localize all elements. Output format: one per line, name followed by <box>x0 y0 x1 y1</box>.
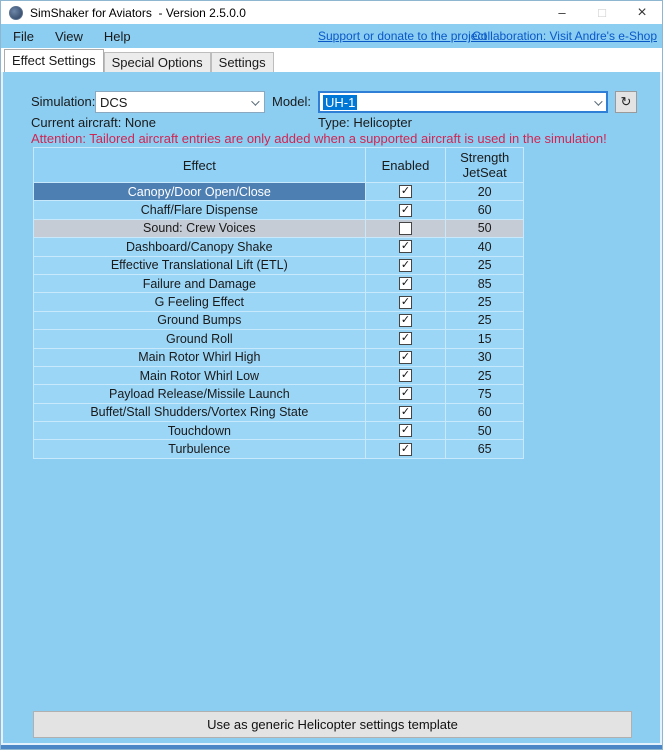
enabled-checkbox[interactable]: ✓ <box>400 295 411 308</box>
table-row[interactable] <box>34 440 523 458</box>
enabled-cell <box>366 312 447 330</box>
strength-value-cell[interactable]: 50 <box>446 220 523 238</box>
table-row[interactable] <box>34 183 523 201</box>
enabled-checkbox[interactable]: ✓ <box>400 332 411 345</box>
enabled-checkbox[interactable]: ✓ <box>400 405 411 418</box>
tab-effect-settings[interactable]: Effect Settings <box>4 49 104 72</box>
strength-value-cell[interactable]: 60 <box>446 404 523 422</box>
enabled-cell <box>366 257 447 275</box>
menu-bar <box>1 24 662 48</box>
enabled-checkbox[interactable]: ✓ <box>400 185 411 198</box>
effect-name-cell[interactable]: Chaff/Flare Dispense <box>34 201 366 219</box>
enabled-cell <box>366 293 447 311</box>
table-row[interactable] <box>34 385 523 403</box>
model-value: UH-1 <box>325 94 356 110</box>
effect-name-cell[interactable]: Effective Translational Lift (ETL) <box>34 257 366 275</box>
effect-name-cell[interactable]: Ground Roll <box>34 330 366 348</box>
strength-value-cell[interactable]: 75 <box>446 385 523 403</box>
table-row[interactable] <box>34 275 523 293</box>
strength-value-cell[interactable]: 50 <box>446 422 523 440</box>
support-link[interactable]: Support or donate to the project <box>318 29 487 43</box>
effect-name-cell[interactable]: Buffet/Stall Shudders/Vortex Ring State <box>34 404 366 422</box>
enabled-checkbox[interactable]: ✓ <box>400 258 411 271</box>
table-row[interactable] <box>34 330 523 348</box>
enabled-column-header: Enabled <box>366 148 447 183</box>
strength-column-header: Strength JetSeat <box>446 148 523 183</box>
window-title: SimShaker for Aviators - Version 2.5.0.0 <box>30 5 246 20</box>
chevron-down-icon <box>251 97 259 105</box>
attention-message: Attention: Tailored aircraft entries are only added when a supported aircraft is used in the simulation! <box>31 131 607 146</box>
enabled-cell <box>366 220 447 238</box>
strength-value-cell[interactable]: 30 <box>446 349 523 367</box>
table-row[interactable] <box>34 367 523 385</box>
enabled-cell <box>366 330 447 348</box>
close-icon[interactable]: × <box>637 3 647 21</box>
effects-table-body <box>34 183 523 459</box>
effect-name-cell[interactable]: Canopy/Door Open/Close <box>34 183 366 201</box>
generic-template-button[interactable]: Use as generic Helicopter settings template <box>33 711 632 738</box>
effect-name-cell[interactable]: Main Rotor Whirl High <box>34 349 366 367</box>
table-row[interactable] <box>34 293 523 311</box>
enabled-checkbox[interactable]: ✓ <box>400 203 411 216</box>
refresh-icon: ↻ <box>620 94 632 109</box>
enabled-cell <box>366 349 447 367</box>
effect-name-cell[interactable]: Ground Bumps <box>34 312 366 330</box>
table-row[interactable] <box>34 201 523 219</box>
enabled-cell <box>366 440 447 458</box>
strength-value-cell[interactable]: 15 <box>446 330 523 348</box>
minimize-icon[interactable]: – <box>558 5 566 20</box>
enabled-checkbox[interactable]: ✓ <box>400 442 411 455</box>
effect-name-cell[interactable]: G Feeling Effect <box>34 293 366 311</box>
enabled-cell <box>366 404 447 422</box>
enabled-checkbox[interactable]: ✓ <box>400 424 411 437</box>
strength-value-cell[interactable]: 60 <box>446 201 523 219</box>
strength-value-cell[interactable]: 25 <box>446 257 523 275</box>
simulation-label: Simulation: <box>31 94 96 109</box>
window-controls <box>542 1 662 24</box>
current-aircraft-label: Current aircraft: None <box>31 115 156 130</box>
maximize-icon: □ <box>598 5 606 20</box>
effect-name-cell[interactable]: Main Rotor Whirl Low <box>34 367 366 385</box>
table-row[interactable] <box>34 349 523 367</box>
table-row[interactable] <box>34 238 523 256</box>
strength-value-cell[interactable]: 85 <box>446 275 523 293</box>
effect-column-header: Effect <box>34 148 366 183</box>
effect-settings-panel <box>1 72 662 745</box>
strength-value-cell[interactable]: 20 <box>446 183 523 201</box>
aircraft-type-label: Type: Helicopter <box>318 115 412 130</box>
enabled-checkbox[interactable] <box>399 222 412 235</box>
enabled-checkbox[interactable]: ✓ <box>400 313 411 326</box>
tab-settings[interactable]: Settings <box>211 52 274 72</box>
table-row[interactable] <box>34 404 523 422</box>
table-row[interactable] <box>34 422 523 440</box>
effect-name-cell[interactable]: Sound: Crew Voices <box>34 220 366 238</box>
table-row[interactable] <box>34 220 523 238</box>
strength-value-cell[interactable]: 25 <box>446 293 523 311</box>
effect-name-cell[interactable]: Dashboard/Canopy Shake <box>34 238 366 256</box>
collaboration-link[interactable]: Collaboration: Visit Andre's e-Shop <box>472 29 657 43</box>
enabled-cell <box>366 238 447 256</box>
enabled-cell <box>366 422 447 440</box>
effect-name-cell[interactable]: Payload Release/Missile Launch <box>34 385 366 403</box>
effect-name-cell[interactable]: Failure and Damage <box>34 275 366 293</box>
tab-special-options[interactable]: Special Options <box>104 52 211 72</box>
chevron-down-icon <box>594 97 602 105</box>
effects-table <box>33 147 524 459</box>
enabled-cell <box>366 275 447 293</box>
enabled-checkbox[interactable]: ✓ <box>400 387 411 400</box>
enabled-checkbox[interactable]: ✓ <box>400 240 411 253</box>
menu-help[interactable]: Help <box>103 28 131 44</box>
enabled-cell <box>366 385 447 403</box>
strength-value-cell[interactable]: 25 <box>446 367 523 385</box>
strength-value-cell[interactable]: 40 <box>446 238 523 256</box>
enabled-cell <box>366 367 447 385</box>
title-bar <box>1 1 662 24</box>
tab-strip <box>1 48 662 72</box>
effect-name-cell[interactable]: Touchdown <box>34 422 366 440</box>
table-row[interactable] <box>34 257 523 275</box>
window-bottom-border <box>1 745 662 749</box>
simulation-value: DCS <box>100 94 128 110</box>
simulation-dropdown[interactable] <box>95 91 265 113</box>
enabled-checkbox[interactable]: ✓ <box>400 350 411 363</box>
table-header-row <box>34 148 523 183</box>
strength-value-cell[interactable]: 25 <box>446 312 523 330</box>
app-icon <box>9 6 23 20</box>
strength-value-cell[interactable]: 65 <box>446 440 523 458</box>
enabled-checkbox[interactable]: ✓ <box>400 277 411 290</box>
enabled-checkbox[interactable]: ✓ <box>400 369 411 382</box>
effect-name-cell[interactable]: Turbulence <box>34 440 366 458</box>
table-row[interactable] <box>34 312 523 330</box>
refresh-button[interactable] <box>615 91 637 113</box>
menu-view[interactable]: View <box>54 28 83 44</box>
menu-file[interactable]: File <box>13 28 34 44</box>
model-label: Model: <box>272 94 312 109</box>
enabled-cell <box>366 201 447 219</box>
model-dropdown[interactable] <box>318 91 608 113</box>
enabled-cell <box>366 183 447 201</box>
